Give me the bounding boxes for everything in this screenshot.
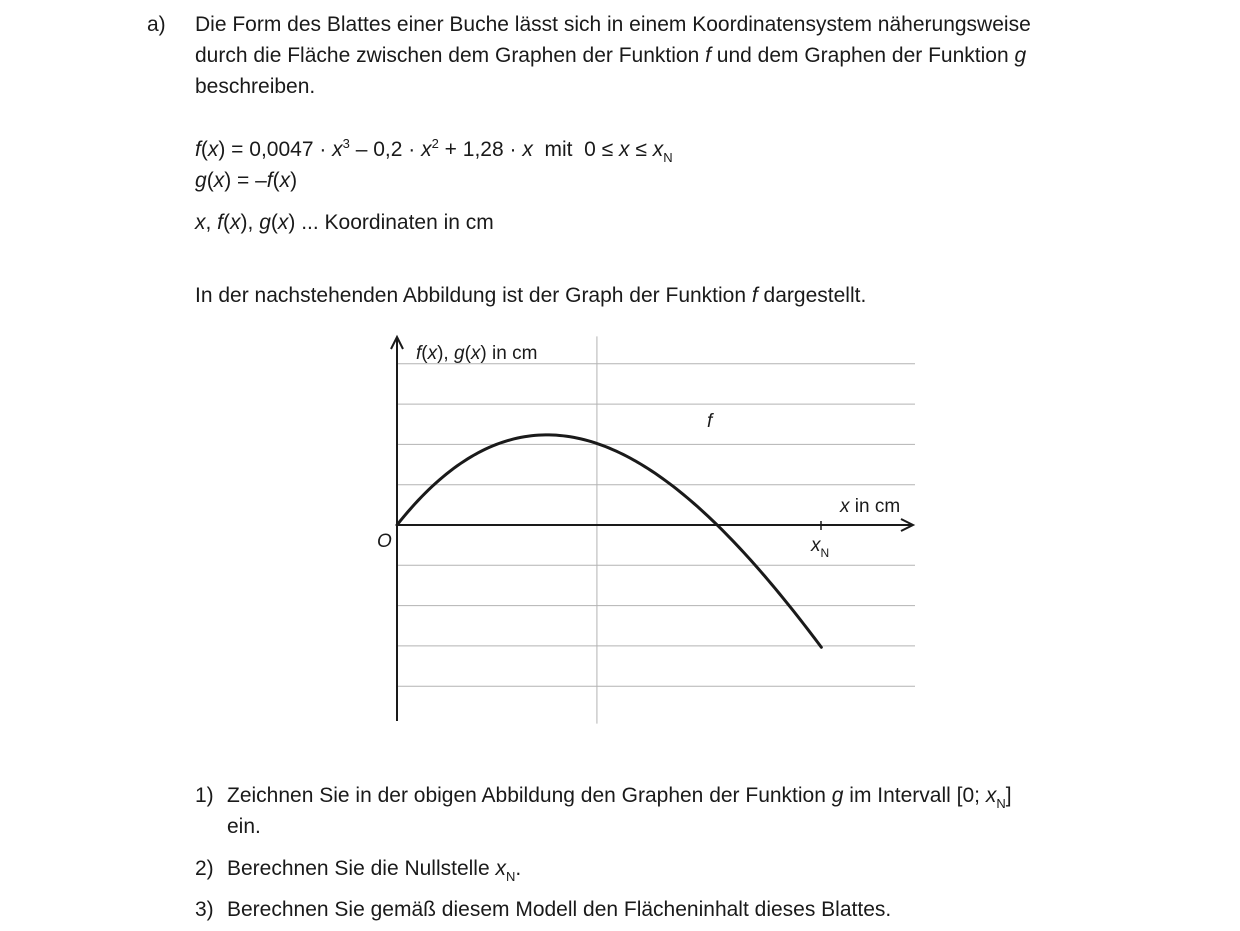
xn-label: $x_N$ xyxy=(811,535,830,560)
intro-line-3: beschreiben. xyxy=(195,75,316,98)
question-2-number: 2) xyxy=(195,857,214,880)
figure-intro: In der nachstehenden Abbildung ist der Graph der Funktion f dargestellt. xyxy=(195,284,867,307)
question-1-number: 1) xyxy=(195,784,214,807)
question-2-text: Berechnen Sie die Nullstelle $x_N$. xyxy=(227,857,522,884)
origin-label: O xyxy=(377,531,392,552)
curve-label-f: f xyxy=(707,411,713,432)
f-definition: $f(x) = 0,0047 \cdot x^3 - 0,2 \cdot x^2 + 1,28 \cdot x$ mit $0 \le x \le x_N$ xyxy=(195,136,673,165)
intro-line-1: Die Form des Blattes einer Buche lässt sich in einem Koordinatensystem näherungsweise xyxy=(195,13,1031,36)
question-3-number: 3) xyxy=(195,898,214,921)
task-label: a) xyxy=(147,13,166,36)
curve-f xyxy=(397,435,821,647)
intro-line-2: durch die Fläche zwischen dem Graphen der Funktion f und dem Graphen der Funktion g xyxy=(195,44,1027,67)
g-definition: g(x) = –f(x) xyxy=(195,169,298,192)
question-3-text: Berechnen Sie gemäß diesem Modell den Flächeninhalt dieses Blattes. xyxy=(227,898,892,921)
grid-lines xyxy=(397,336,915,723)
question-1-text-line-2: ein. xyxy=(227,815,261,838)
coordinates-note: x, f(x), g(x) ... Koordinaten in cm xyxy=(195,211,494,234)
axes xyxy=(391,337,913,721)
x-axis-label: x in cm xyxy=(840,496,901,517)
y-axis-label: f(x), g(x) in cm xyxy=(416,343,538,364)
question-1-text: Zeichnen Sie in der obigen Abbildung den Graphen der Funktion g im Intervall [0; $x_N$] xyxy=(227,784,1012,811)
